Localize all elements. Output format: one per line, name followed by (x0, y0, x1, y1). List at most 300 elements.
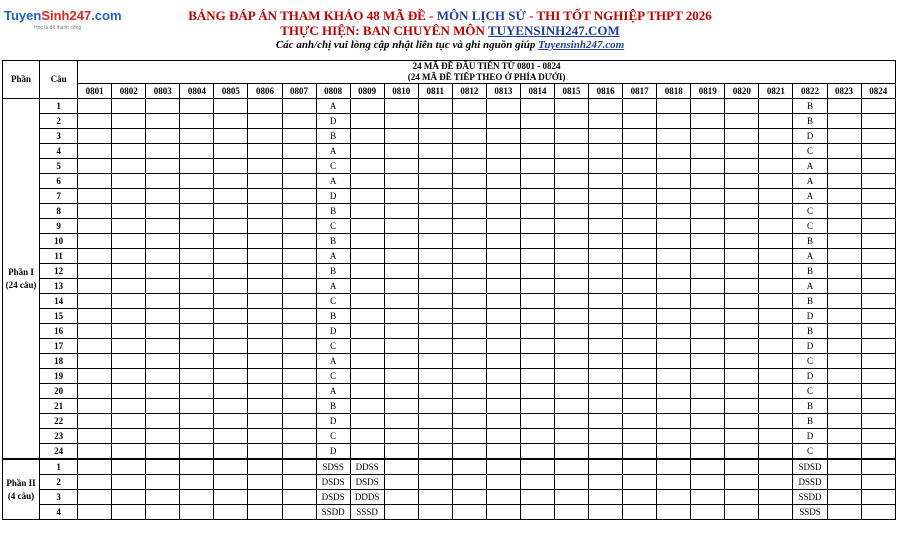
answer-cell (759, 144, 793, 159)
answer-cell (248, 204, 282, 219)
answer-cell (350, 354, 384, 369)
answer-cell (725, 294, 759, 309)
answer-cell (180, 99, 214, 114)
answer-cell (384, 490, 418, 505)
answer-cell: A (316, 249, 350, 264)
answer-cell (112, 294, 146, 309)
answer-cell (555, 384, 589, 399)
answer-cell: B (793, 234, 827, 249)
answer-cell (759, 505, 793, 520)
answer-cell (827, 99, 861, 114)
answer-cell (384, 384, 418, 399)
answer-cell (112, 279, 146, 294)
answer-cell (759, 114, 793, 129)
answer-cell (520, 114, 554, 129)
answer-cell (691, 219, 725, 234)
answer-cell (486, 204, 520, 219)
answer-cell (691, 129, 725, 144)
answer-cell (486, 490, 520, 505)
answer-cell (486, 505, 520, 520)
table-row (3, 114, 896, 129)
logo-wordmark: TuyenSinh247.com (4, 8, 122, 23)
answer-cell (146, 204, 180, 219)
answer-cell (282, 414, 316, 429)
question-number: 13 (40, 279, 78, 294)
table-row (3, 189, 896, 204)
answer-cell (350, 204, 384, 219)
answer-cell (725, 114, 759, 129)
answer-cell (248, 399, 282, 414)
answer-cell (486, 129, 520, 144)
answer-cell (759, 444, 793, 460)
answer-cell (78, 264, 112, 279)
answer-cell (589, 249, 623, 264)
answer-cell (282, 459, 316, 475)
answer-cell (623, 159, 657, 174)
answer-cell (725, 309, 759, 324)
answer-cell (861, 414, 895, 429)
answer-cell (623, 399, 657, 414)
table-row (3, 249, 896, 264)
answer-cell: SDSS (316, 459, 350, 475)
answer-cell (827, 279, 861, 294)
answer-cell (623, 339, 657, 354)
answer-cell (827, 369, 861, 384)
answer-cell (691, 249, 725, 264)
answer-cell (725, 264, 759, 279)
answer-cell (112, 129, 146, 144)
answer-cell (146, 399, 180, 414)
answer-cell (520, 279, 554, 294)
answer-cell (384, 249, 418, 264)
answer-cell (214, 339, 248, 354)
answer-cell (555, 129, 589, 144)
code-header-0821: 0821 (759, 84, 793, 99)
answer-cell (248, 129, 282, 144)
answer-cell (555, 204, 589, 219)
answer-cell (384, 279, 418, 294)
answer-cell: B (316, 129, 350, 144)
answer-cell (78, 99, 112, 114)
answer-cell: C (316, 369, 350, 384)
page-note: Các anh/chị vui lòng cập nhật liên tục và ghi nguồn giúp Tuyensinh247.com (275, 39, 625, 51)
answer-cell (146, 189, 180, 204)
answer-cell (282, 144, 316, 159)
answer-cell (214, 144, 248, 159)
answer-cell (691, 429, 725, 444)
answer-cell (759, 490, 793, 505)
source-link[interactable]: Tuyensinh247.com (538, 39, 625, 51)
answer-cell (146, 174, 180, 189)
code-header-0805: 0805 (214, 84, 248, 99)
answer-cell (861, 354, 895, 369)
answer-cell (418, 429, 452, 444)
answer-cell (623, 475, 657, 490)
answer-cell (725, 279, 759, 294)
answer-cell (589, 505, 623, 520)
answer-cell (282, 249, 316, 264)
answer-cell (384, 159, 418, 174)
answer-cell (384, 144, 418, 159)
answer-cell (418, 369, 452, 384)
table-row (3, 234, 896, 249)
answer-cell (248, 99, 282, 114)
answer-cell (520, 159, 554, 174)
answer-cell (214, 505, 248, 520)
answer-cell (350, 339, 384, 354)
code-group-title-line2: (24 MÃ ĐỀ TIẾP THEO Ở PHÍA DƯỚI) (407, 72, 566, 82)
answer-cell (350, 309, 384, 324)
answer-cell (452, 264, 486, 279)
code-header-0824: 0824 (861, 84, 895, 99)
answer-cell: SSSD (350, 505, 384, 520)
answer-cell (657, 339, 691, 354)
answer-cell (214, 414, 248, 429)
answer-cell (384, 475, 418, 490)
answer-cell (520, 234, 554, 249)
answer-cell (112, 99, 146, 114)
answer-cell (146, 339, 180, 354)
answer-cell (555, 294, 589, 309)
answer-cell (418, 204, 452, 219)
answer-cell (78, 159, 112, 174)
answer-cell (520, 219, 554, 234)
answer-cell (725, 144, 759, 159)
answer-cell (827, 144, 861, 159)
answer-cell (827, 174, 861, 189)
answer-cell (486, 369, 520, 384)
answer-cell (452, 429, 486, 444)
answer-cell (384, 309, 418, 324)
answer-cell (282, 429, 316, 444)
answer-cell (248, 505, 282, 520)
code-header-0806: 0806 (248, 84, 282, 99)
answer-cell (725, 399, 759, 414)
answer-cell (555, 490, 589, 505)
answer-cell (112, 144, 146, 159)
answer-cell: DSDS (350, 475, 384, 490)
answer-cell: B (793, 99, 827, 114)
code-row (3, 84, 896, 99)
answer-cell: DSDS (316, 490, 350, 505)
answer-cell (418, 475, 452, 490)
answer-cell: B (316, 309, 350, 324)
answer-cell (418, 444, 452, 460)
answer-cell (589, 369, 623, 384)
answer-cell (861, 294, 895, 309)
answer-cell (452, 204, 486, 219)
answer-cell (146, 219, 180, 234)
answer-cell (214, 384, 248, 399)
answer-cell (418, 129, 452, 144)
answer-cell (180, 159, 214, 174)
answer-cell: D (793, 429, 827, 444)
code-header-0803: 0803 (146, 84, 180, 99)
answer-cell (146, 475, 180, 490)
answer-cell (384, 294, 418, 309)
answer-cell (384, 505, 418, 520)
answer-cell (589, 384, 623, 399)
answer-cell (861, 234, 895, 249)
answer-cell (418, 505, 452, 520)
answer-cell (589, 354, 623, 369)
question-number: 20 (40, 384, 78, 399)
answer-cell (725, 159, 759, 174)
answer-cell (520, 129, 554, 144)
answer-cell (350, 429, 384, 444)
answer-cell (555, 354, 589, 369)
answer-cell (248, 429, 282, 444)
answer-cell (691, 444, 725, 460)
answer-cell (589, 399, 623, 414)
answer-cell (827, 249, 861, 264)
answer-cell (78, 429, 112, 444)
question-number: 4 (40, 144, 78, 159)
answer-cell (759, 174, 793, 189)
answer-cell (214, 159, 248, 174)
answer-cell (827, 309, 861, 324)
answer-cell (78, 129, 112, 144)
question-number: 24 (40, 444, 78, 460)
answer-cell (555, 234, 589, 249)
answer-cell (725, 204, 759, 219)
answer-cell (623, 294, 657, 309)
answer-cell (452, 144, 486, 159)
answer-cell (214, 354, 248, 369)
answer-cell (623, 279, 657, 294)
code-header-0804: 0804 (180, 84, 214, 99)
answer-cell (759, 189, 793, 204)
answer-cell (350, 159, 384, 174)
answer-cell (78, 234, 112, 249)
answer-cell (691, 324, 725, 339)
answer-cell: C (316, 294, 350, 309)
answer-cell (214, 309, 248, 324)
answer-cell (248, 234, 282, 249)
answer-cell (486, 414, 520, 429)
answer-cell (861, 309, 895, 324)
answer-cell (691, 475, 725, 490)
answer-cell (555, 249, 589, 264)
tuyensinh247-link[interactable]: TUYENSINH247.COM (487, 23, 620, 38)
answer-cell: DSSD (793, 475, 827, 490)
answer-cell (486, 144, 520, 159)
answer-cell (861, 219, 895, 234)
answer-cell (691, 339, 725, 354)
answer-cell (350, 249, 384, 264)
table-row (3, 414, 896, 429)
answer-cell (180, 144, 214, 159)
answer-cell (589, 144, 623, 159)
answer-cell: C (793, 384, 827, 399)
answer-cell: D (793, 309, 827, 324)
answer-cell (78, 505, 112, 520)
answer-cell (418, 490, 452, 505)
answer-cell (657, 279, 691, 294)
answer-cell (146, 294, 180, 309)
answer-cell (452, 189, 486, 204)
answer-cell (214, 204, 248, 219)
answer-cell (520, 264, 554, 279)
answer-cell (589, 309, 623, 324)
question-number: 18 (40, 354, 78, 369)
answer-cell (691, 264, 725, 279)
answer-cell (350, 189, 384, 204)
answer-cell (725, 174, 759, 189)
answer-cell (520, 369, 554, 384)
answer-cell (486, 249, 520, 264)
answer-cell (520, 294, 554, 309)
answer-cell (691, 459, 725, 475)
answer-cell (623, 384, 657, 399)
answer-cell (861, 264, 895, 279)
answer-cell (486, 279, 520, 294)
answer-cell (180, 114, 214, 129)
answer-cell (180, 264, 214, 279)
answer-cell (384, 114, 418, 129)
answer-cell (282, 384, 316, 399)
answer-cell (350, 369, 384, 384)
answer-cell (180, 129, 214, 144)
table-row (3, 204, 896, 219)
answer-cell (418, 414, 452, 429)
answer-cell (520, 475, 554, 490)
answer-cell (589, 429, 623, 444)
answer-cell: C (793, 204, 827, 219)
answer-cell: A (793, 249, 827, 264)
answer-cell (725, 354, 759, 369)
answer-cell (486, 99, 520, 114)
code-header-0816: 0816 (589, 84, 623, 99)
answer-cell (657, 219, 691, 234)
answer-cell: D (793, 339, 827, 354)
answer-cell (418, 144, 452, 159)
answer-cell (759, 354, 793, 369)
answer-cell (725, 490, 759, 505)
answer-cell: D (316, 444, 350, 460)
answer-cell (384, 339, 418, 354)
answer-cell (112, 459, 146, 475)
answer-cell: D (316, 114, 350, 129)
logo-tagline: Học là để thành công (34, 25, 82, 31)
answer-cell (623, 174, 657, 189)
answer-cell (555, 414, 589, 429)
answer-cell (418, 189, 452, 204)
answer-cell (384, 204, 418, 219)
answer-cell (759, 234, 793, 249)
answer-cell (282, 490, 316, 505)
answer-cell (861, 174, 895, 189)
part2-label: Phần II (4 câu) (3, 459, 40, 520)
answer-cell (759, 264, 793, 279)
answer-cell (759, 159, 793, 174)
answer-cell (759, 309, 793, 324)
table-row (3, 159, 896, 174)
answer-cell (350, 219, 384, 234)
answer-cell (520, 249, 554, 264)
answer-cell: D (316, 414, 350, 429)
answer-cell (691, 99, 725, 114)
answer-cell (350, 294, 384, 309)
answer-cell (282, 369, 316, 384)
answer-cell (589, 114, 623, 129)
answer-cell (827, 324, 861, 339)
answer-cell (214, 324, 248, 339)
answer-cell (691, 369, 725, 384)
answer-cell (214, 99, 248, 114)
answer-cell (452, 459, 486, 475)
answer-cell (180, 339, 214, 354)
answer-cell (214, 174, 248, 189)
answer-cell (282, 114, 316, 129)
answer-cell: A (316, 144, 350, 159)
answer-cell (589, 339, 623, 354)
answer-cell (282, 339, 316, 354)
answer-cell (725, 444, 759, 460)
answer-cell (861, 159, 895, 174)
answer-cell (112, 490, 146, 505)
answer-cell (214, 189, 248, 204)
answer-cell (282, 159, 316, 174)
answer-cell (452, 384, 486, 399)
answer-cell: C (316, 219, 350, 234)
answer-cell (691, 174, 725, 189)
answer-cell (725, 324, 759, 339)
answer-cell (827, 264, 861, 279)
code-header-0820: 0820 (725, 84, 759, 99)
answer-cell (827, 414, 861, 429)
answer-cell (146, 234, 180, 249)
answer-cell (623, 369, 657, 384)
answer-cell (146, 324, 180, 339)
answer-cell (827, 339, 861, 354)
code-header-0818: 0818 (657, 84, 691, 99)
answer-cell (623, 354, 657, 369)
answer-cell (725, 189, 759, 204)
answer-cell (78, 279, 112, 294)
answer-cell (827, 459, 861, 475)
answer-cell (589, 204, 623, 219)
answer-cell (657, 189, 691, 204)
answer-cell (78, 459, 112, 475)
answer-cell (861, 429, 895, 444)
answer-cell (520, 309, 554, 324)
answer-cell (180, 384, 214, 399)
code-header-0822: 0822 (793, 84, 827, 99)
answer-cell (759, 249, 793, 264)
answer-cell (384, 444, 418, 460)
answer-cell (861, 399, 895, 414)
code-header-0802: 0802 (112, 84, 146, 99)
answer-cell (759, 219, 793, 234)
table-row (3, 384, 896, 399)
table-row (3, 429, 896, 444)
answer-cell (861, 279, 895, 294)
answer-cell (112, 174, 146, 189)
answer-cell (520, 189, 554, 204)
answer-cell: D (793, 369, 827, 384)
answer-cell: C (316, 339, 350, 354)
answer-cell (180, 279, 214, 294)
answer-cell (486, 384, 520, 399)
table-row (3, 99, 896, 114)
answer-cell (691, 309, 725, 324)
answer-cell (486, 309, 520, 324)
answer-cell (78, 219, 112, 234)
answer-cell (112, 114, 146, 129)
answer-cell (486, 444, 520, 460)
answer-cell (180, 354, 214, 369)
